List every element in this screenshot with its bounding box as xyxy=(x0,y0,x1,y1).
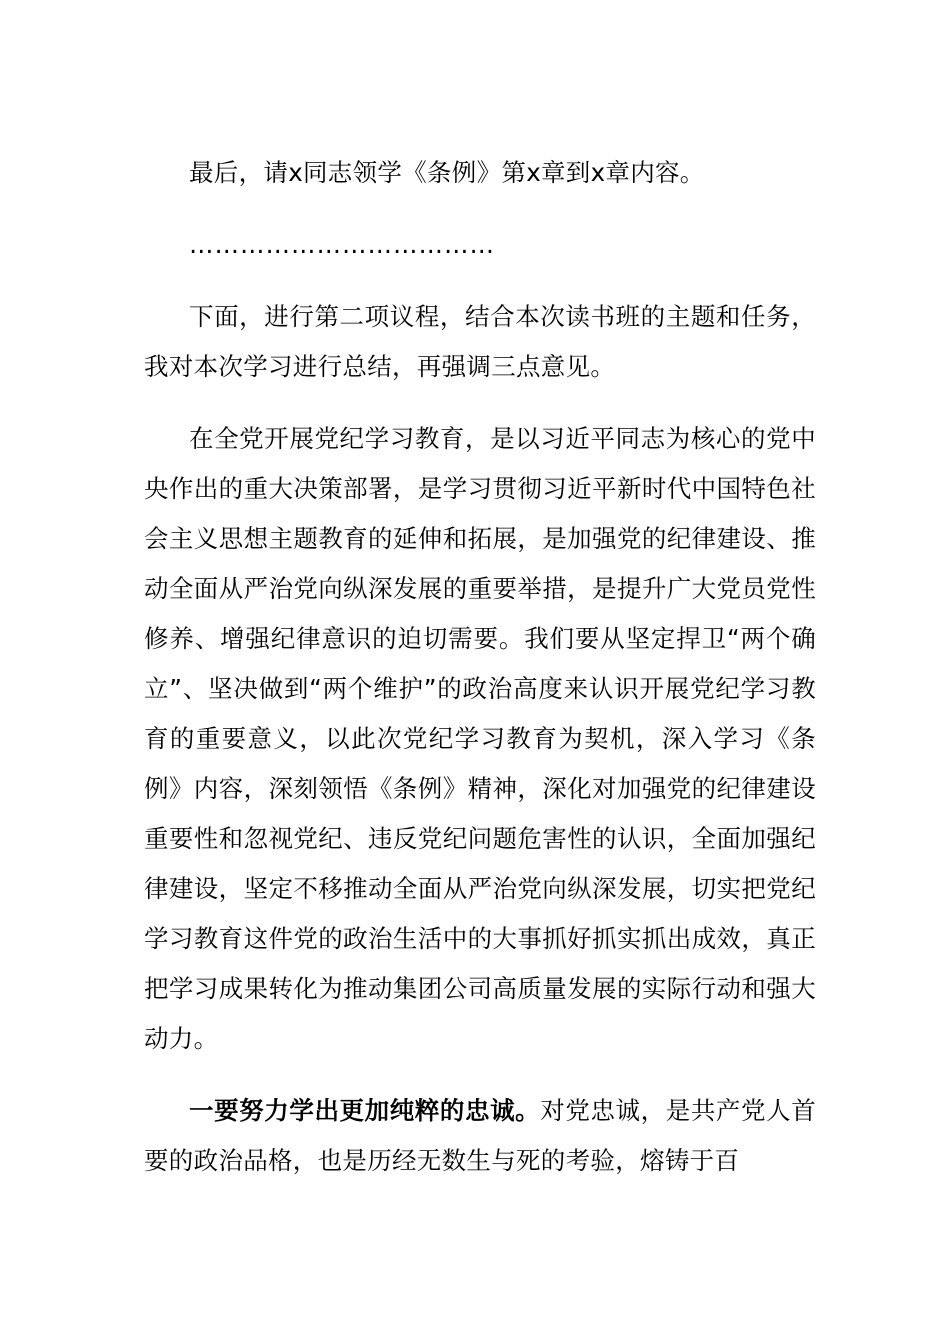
paragraph-ellipsis: ……………………………… xyxy=(189,230,495,259)
paragraph-discipline-education: 在全党开展党纪学习教育，是以习近平同志为核心的党中央作出的重大决策部署，是学习贯彻习近平新时代中国特色社会主义思想主题教育的延伸和拓展，是加强党的纪律建设、推动全面从严治党向纵深发展的重要举措，是提升广大党员党性修养、增强纪律意识的迫切需要。我们要从坚定捍卫“两个确立”、坚决做到“两个维护”的政治高度来认识开展党纪学习教育的重要意义，以此次党纪学习教育为契机，深入学习《条例》内容，深刻领悟《条例》精神，深化对加强党的纪律建设重要性和忽视党纪、违反党纪问题危害性的认识，全面加强纪律建设，坚定不移推动全面从严治党向纵深发展，切实把党纪学习教育这件党的政治生活中的大事抓好抓实抓出成效，真正把学习成果转化为推动集团公司高质量发展的实际行动和强大动力。 xyxy=(144,424,816,1053)
paragraph-reading-assignment: 最后，请x同志领学《条例》第x章到x章内容。 xyxy=(189,158,705,187)
paragraph-loyalty xyxy=(144,1086,816,1186)
paragraph-second-agenda: 下面，进行第二项议程，结合本次读书班的主题和任务，我对本次学习进行总结，再强调三点意见。 xyxy=(144,302,816,381)
paragraph-loyalty-text: 对党忠诚，是共产党人首要的政治品格，也是历经无数生与死的考验，熔铸于百 xyxy=(144,1096,816,1175)
document-body xyxy=(144,148,816,1186)
paragraph-loyalty-heading: 一要努力学出更加纯粹的忠诚。 xyxy=(189,1096,541,1125)
